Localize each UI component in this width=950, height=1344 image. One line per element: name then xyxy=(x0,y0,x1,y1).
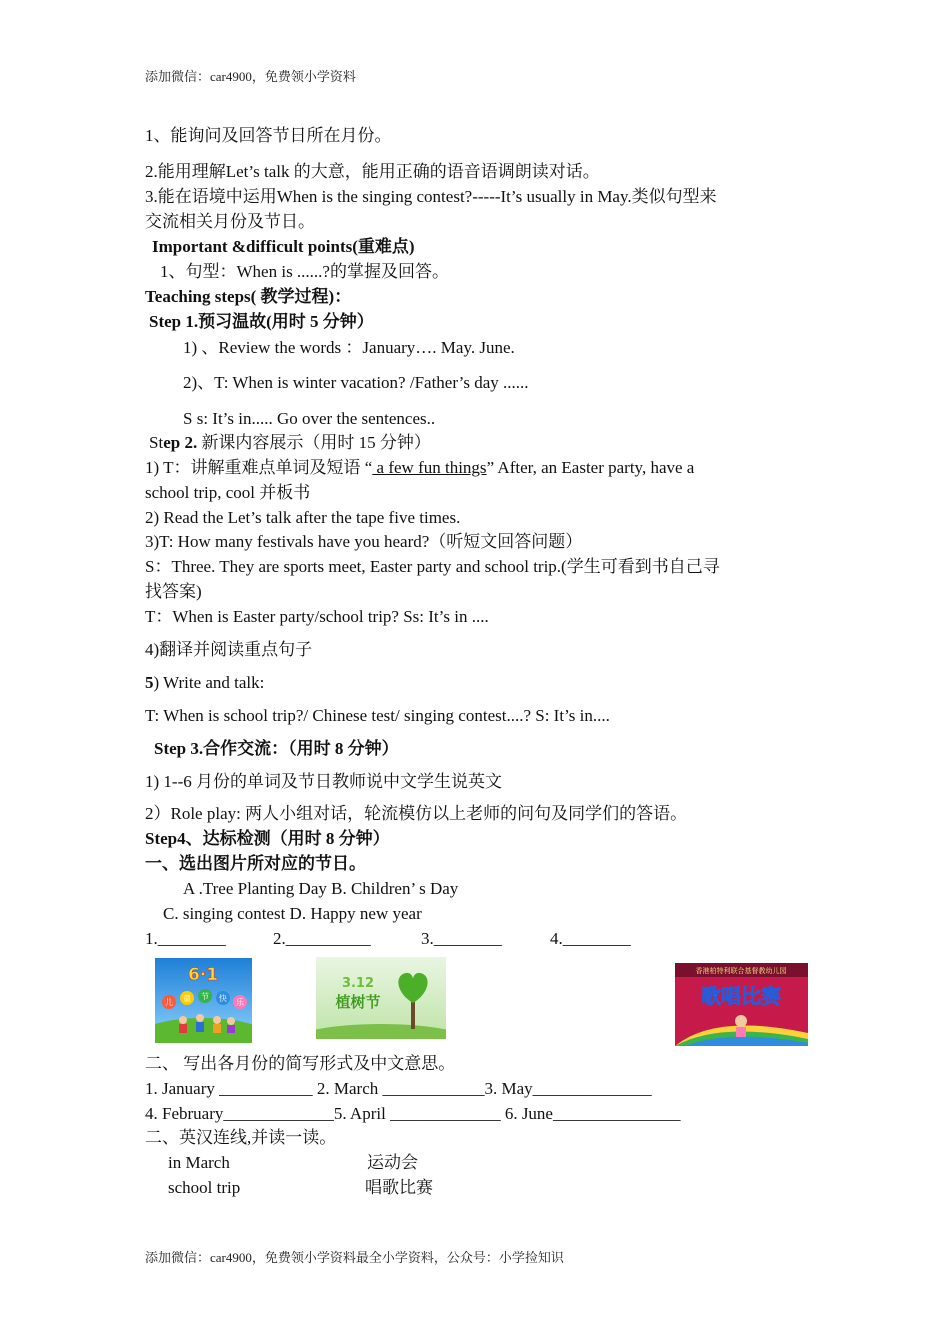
step2-line1-suffix: ” After, an Easter party, have a xyxy=(486,458,695,477)
step3-item-2: 2）Role play: 两人小组对话，轮流模仿以上老师的问句及同学们的答语。 xyxy=(145,804,688,823)
step1-item-3: S s: It’s in..... Go over the sentences.. xyxy=(183,409,436,428)
step1-heading: Step 1.预习温故(用时 5 分钟） xyxy=(149,312,374,331)
teaching-heading: Teaching steps( 教学过程)： xyxy=(145,287,352,306)
step4-heading: Step4、达标检测（用时 8 分钟） xyxy=(145,829,390,848)
page-header: 添加微信：car4900，免费领小学资料 xyxy=(145,69,356,84)
step2-line-4: S：Three. They are sports meet, Easter party and school trip.(学生可看到书自己寻 xyxy=(145,557,720,576)
singing-contest-image xyxy=(675,963,808,1046)
part1-heading: 一、选出图片所对应的节日。 xyxy=(145,854,366,873)
important-item: 1、句型：When is ......?的掌握及回答。 xyxy=(160,262,449,281)
objective-1: 1、能询问及回答节日所在月份。 xyxy=(145,126,392,145)
step2-heading-c: 新课内容展示（用时 15 分钟） xyxy=(197,433,431,452)
important-heading: Important &difficult points(重难点) xyxy=(152,237,415,256)
step2-heading-a: St xyxy=(149,433,164,452)
step2-heading-b: ep 2. xyxy=(163,433,198,452)
step2-line1-prefix: 1) T：讲解重难点单词及短语 “ xyxy=(145,458,373,477)
step2-line7-num: 5 xyxy=(145,673,154,692)
objective-2: 2.能用理解Let’s talk 的大意，能用正确的语音语调朗读对话。 xyxy=(145,162,600,181)
part2-heading: 二、 写出各月份的简写形式及中文意思。 xyxy=(145,1054,456,1073)
tree-day-number: 3.12 xyxy=(341,976,375,991)
match-zh-2: 唱歌比赛 xyxy=(365,1178,433,1197)
months-row-1: 1. January ___________ 2. March ____________3. May______________ xyxy=(145,1079,652,1098)
step1-item-1: 1) 、Review the words ：January…. May. June. xyxy=(183,338,515,357)
step2-line-1-cont: school trip, cool 并板书 xyxy=(145,483,311,502)
contest-title: 歌唱比赛 xyxy=(701,984,781,1008)
tree-planting-day-image xyxy=(316,957,446,1039)
step2-line-6: 4)翻译并阅读重点句子 xyxy=(145,640,313,659)
childrens-day-char-1: 儿 xyxy=(165,998,173,1007)
childrens-day-char-2: 童 xyxy=(183,994,191,1003)
step1-item-2: 2)、T: When is winter vacation? /Father’s day ...... xyxy=(183,373,529,392)
childrens-day-number: 6·1 xyxy=(187,965,219,985)
step2-line-7 xyxy=(145,672,264,694)
step3-heading: Step 3.合作交流：（用时 8 分钟） xyxy=(154,739,399,758)
step3-item-1: 1) 1--6 月份的单词及节日教师说中文学生说英文 xyxy=(145,772,502,791)
childrens-day-image xyxy=(155,958,252,1043)
step2-line-4-cont: 找答案) xyxy=(145,582,202,601)
objective-3: 3.能在语境中运用When is the singing contest?-----It’s usually in May.类似句型来 xyxy=(145,187,717,206)
answer-blank-1: 1.________ xyxy=(145,929,226,948)
childrens-day-char-4: 快 xyxy=(219,994,227,1003)
match-en-1: in March xyxy=(168,1153,230,1172)
step2-line7-text: ) Write and talk: xyxy=(153,673,265,692)
options-row-1: A .Tree Planting Day B. Children’ s Day xyxy=(183,879,459,898)
match-zh-1: 运动会 xyxy=(367,1153,418,1172)
step2-line-8: T: When is school trip?/ Chinese test/ singing contest....? S: It’s in.... xyxy=(145,706,610,725)
tree-day-title: 植树节 xyxy=(335,993,381,1011)
options-row-2: C. singing contest D. Happy new year xyxy=(163,904,422,923)
step2-line-1 xyxy=(145,457,694,479)
step2-line-3: 3)T: How many festivals have you heard?（听短文回答问题） xyxy=(145,532,583,551)
answer-blank-2: 2.__________ xyxy=(273,929,371,948)
childrens-day-char-5: 乐 xyxy=(236,998,244,1007)
part3-heading: 二、英汉连线,并读一读。 xyxy=(145,1128,337,1147)
step2-line-5: T：When is Easter party/school trip? Ss: It’s in .... xyxy=(145,607,489,626)
answer-blank-3: 3.________ xyxy=(421,929,502,948)
match-en-2: school trip xyxy=(168,1178,241,1197)
step2-heading xyxy=(149,432,431,454)
answer-blank-4: 4.________ xyxy=(550,929,631,948)
step2-line1-underlined: a few fun things xyxy=(372,458,487,477)
months-row-2: 4. February_____________5. April _____________ 6. June_______________ xyxy=(145,1104,681,1123)
childrens-day-char-3: 节 xyxy=(201,992,209,1001)
page-footer: 添加微信：car4900，免费领小学资料最全小学资料，公众号：小学捡知识 xyxy=(145,1250,564,1265)
objective-3-cont: 交流相关月份及节日。 xyxy=(145,212,315,231)
contest-banner: 香港柏特利联合基督教幼儿园 xyxy=(695,967,787,975)
step2-line-2: 2) Read the Let’s talk after the tape five times. xyxy=(145,508,461,527)
